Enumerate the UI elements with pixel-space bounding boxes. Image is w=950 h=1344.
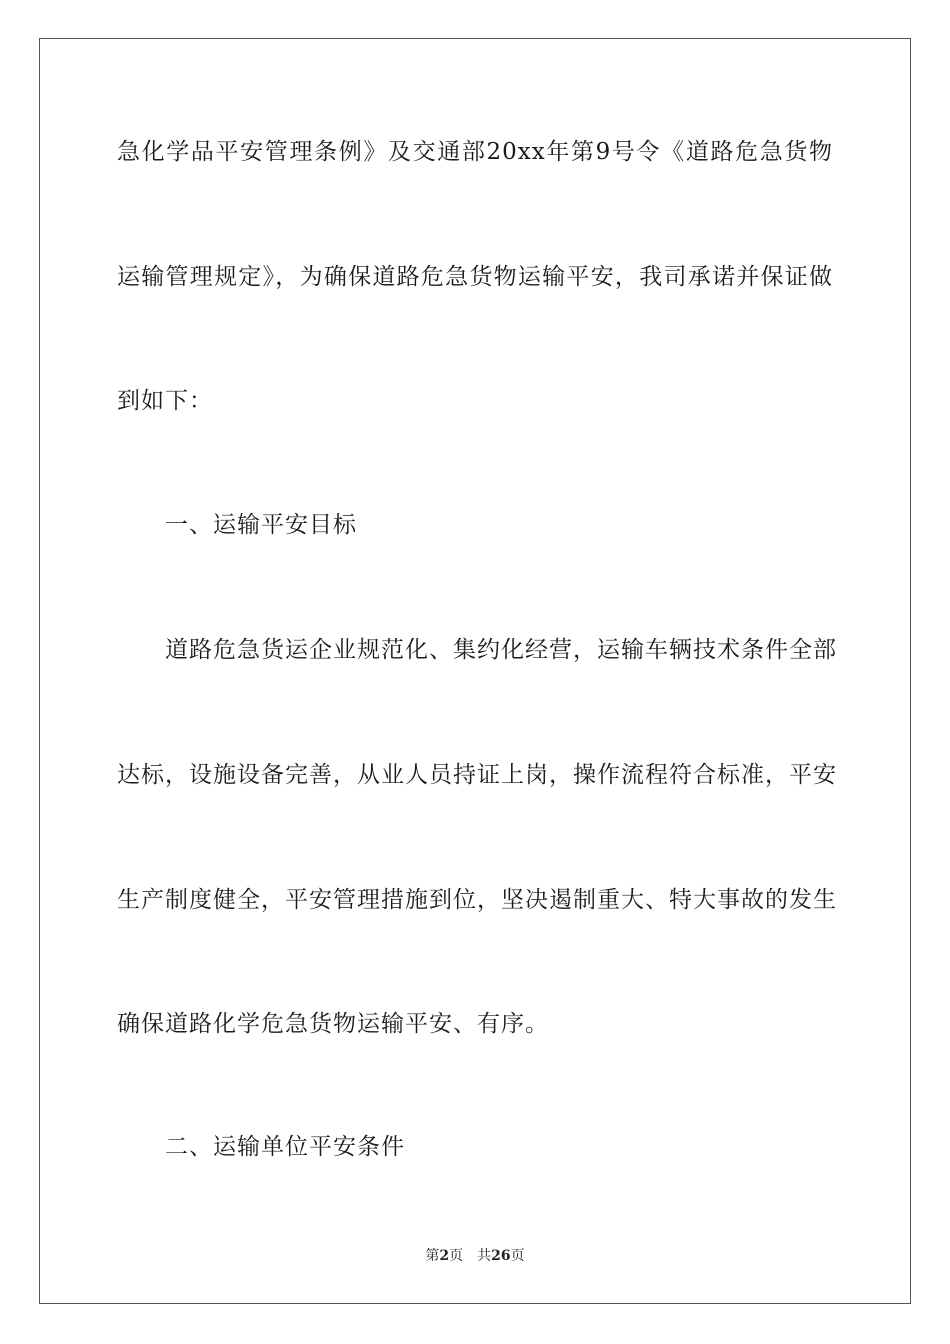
body-text-line: 确保道路化学危急货物运输平安、有序。 [117, 1011, 549, 1037]
body-text-line: 急化学品平安管理条例》及交通部20xx年第9号令《道路危急货物 [117, 139, 833, 165]
total-pages: 26 [491, 1248, 511, 1264]
body-text-line: 生产制度健全，平安管理措施到位，坚决遏制重大、特大事故的发生 [117, 887, 837, 913]
section-heading: 一、运输平安目标 [165, 512, 357, 538]
total-prefix: 共 [477, 1248, 492, 1264]
page-border [39, 38, 911, 1304]
section-heading: 二、运输单位平安条件 [165, 1134, 405, 1160]
body-text-line: 到如下： [117, 388, 213, 414]
paragraph-first-line: 道路危急货运企业规范化、集约化经营，运输车辆技术条件全部 [165, 637, 837, 663]
body-text-line: 运输管理规定》，为确保道路危急货物运输平安，我司承诺并保证做 [117, 264, 833, 290]
body-text-line: 达标，设施设备完善，从业人员持证上岗，操作流程符合标准，平安 [117, 762, 837, 788]
total-suffix: 页 [510, 1248, 525, 1264]
page-footer [0, 1247, 950, 1265]
page-prefix: 第 [425, 1248, 440, 1264]
page-suffix: 页 [449, 1248, 464, 1264]
page-number: 2 [439, 1248, 450, 1264]
